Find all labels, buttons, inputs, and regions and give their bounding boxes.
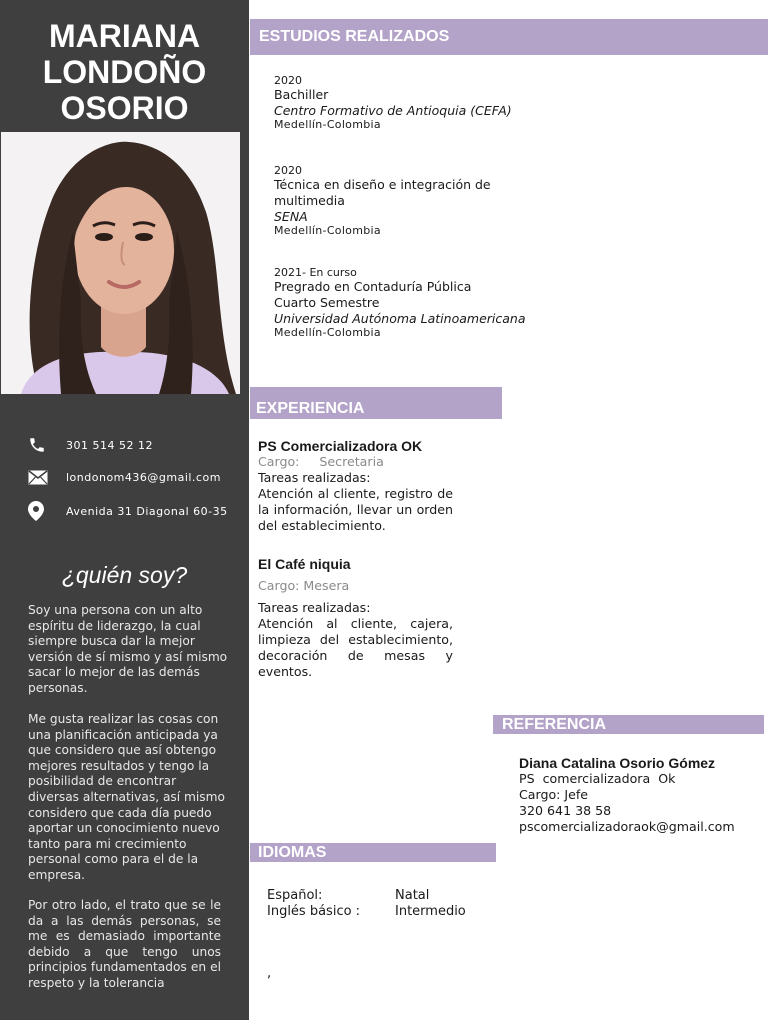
education-city: Medellín-Colombia <box>274 118 381 131</box>
phone-number: 301 514 52 12 <box>66 438 153 452</box>
about-title: ¿quién soy? <box>61 562 188 588</box>
education-item <box>274 74 512 131</box>
experience-company: El Café niquia <box>258 556 351 572</box>
experience-tasks-label: Tareas realizadas: <box>258 470 371 485</box>
about-paragraph-3: Por otro lado, el trato que se le da a las demás personas, se me es demasiado importante debido a que tengo unos principios fundamentados en el respeto y la tolerancia <box>28 898 221 990</box>
street-address: Avenida 31 Diagonal 60-35 <box>66 504 228 518</box>
candidate-name <box>0 18 249 126</box>
about-paragraph-1: Soy una persona con un alto espíritu de liderazgo, la cual siempre busca dar la mejor versión de sí mismo y así mismo sacar lo mejor de las demás personas. <box>28 603 228 695</box>
experience-tasks: Atención al cliente, registro de la información, llevar un orden del establecimiento. <box>258 486 453 533</box>
education-institution: Centro Formativo de Antioquia (CEFA) <box>274 103 512 118</box>
language-row <box>267 904 466 920</box>
reference-name: Diana Catalina Osorio Gómez <box>519 755 716 771</box>
about-paragraph-2: Me gusta realizar las cosas con una planificación anticipada ya que considero que así obtengo mejores resultados y tengo la posibilidad de encontrar diversas alternativas, así mismo considero que cada día puedo aportar un conocimiento nuevo tanto para mi crecimiento personal como para el de la empresa. <box>28 712 225 882</box>
experience-tasks: Atención al cliente, cajera, limpieza del establecimiento, decoración de mesas y eventos. <box>258 616 453 679</box>
education-institution: Universidad Autónoma Latinoamericana <box>274 311 526 326</box>
reference-phone: 320 641 38 58 <box>519 803 612 818</box>
education-title: ESTUDIOS REALIZADOS <box>259 28 450 45</box>
email-address: londonom436@gmail.com <box>66 470 221 484</box>
trailing-comma: , <box>267 966 272 981</box>
experience-company: PS Comercializadora OK <box>258 438 423 454</box>
education-degree-line-2: multimedia <box>274 193 345 208</box>
education-year: 2021- En curso <box>274 266 357 279</box>
language-row <box>267 888 466 904</box>
experience-title: EXPERIENCIA <box>256 400 365 417</box>
education-institution: SENA <box>274 209 308 224</box>
portrait-illustration <box>1 132 240 394</box>
experience-role: Cargo: Secretaria <box>258 454 384 469</box>
reference-role: Cargo: Jefe <box>519 787 589 802</box>
languages-list <box>267 888 466 920</box>
profile-photo <box>1 132 240 394</box>
phone-icon <box>28 436 50 454</box>
education-year: 2020 <box>274 164 302 177</box>
languages-header <box>250 843 496 862</box>
language-level: Intermedio <box>395 904 466 919</box>
name-line-2: LONDOÑO <box>42 54 207 90</box>
name-line-1: MARIANA <box>48 18 201 54</box>
contact-address <box>28 500 228 522</box>
education-degree: Pregrado en Contaduría Pública <box>274 279 472 294</box>
education-degree-line-2: Cuarto Semestre <box>274 295 380 310</box>
languages-title: IDIOMAS <box>258 843 327 861</box>
education-degree: Bachiller <box>274 87 329 102</box>
reference-title: REFERENCIA <box>502 715 607 733</box>
education-degree: Técnica en diseño e integración de <box>274 177 491 192</box>
reference-block <box>519 755 735 835</box>
education-city: Medellín-Colombia <box>274 224 381 237</box>
experience-role: Cargo: Mesera <box>258 578 350 593</box>
location-pin-icon <box>28 501 50 521</box>
reference-header <box>493 715 764 734</box>
experience-header <box>250 387 502 419</box>
education-city: Medellín-Colombia <box>274 326 381 339</box>
experience-item <box>258 556 453 680</box>
language-level: Natal <box>395 888 430 903</box>
name-line-3: OSORIO <box>60 90 189 126</box>
education-item <box>274 164 491 237</box>
reference-company: PS comercializadora Ok <box>519 771 676 786</box>
language-name: Español: <box>267 888 323 903</box>
education-item <box>274 266 525 339</box>
contact-phone <box>28 434 153 456</box>
reference-email: pscomercializadoraok@gmail.com <box>519 819 735 834</box>
experience-tasks-label: Tareas realizadas: <box>258 600 371 615</box>
education-header <box>250 19 768 55</box>
envelope-icon <box>28 470 50 485</box>
language-name: Inglés básico : <box>267 904 361 919</box>
contact-email <box>28 466 221 488</box>
experience-item <box>258 438 453 534</box>
education-year: 2020 <box>274 74 302 87</box>
